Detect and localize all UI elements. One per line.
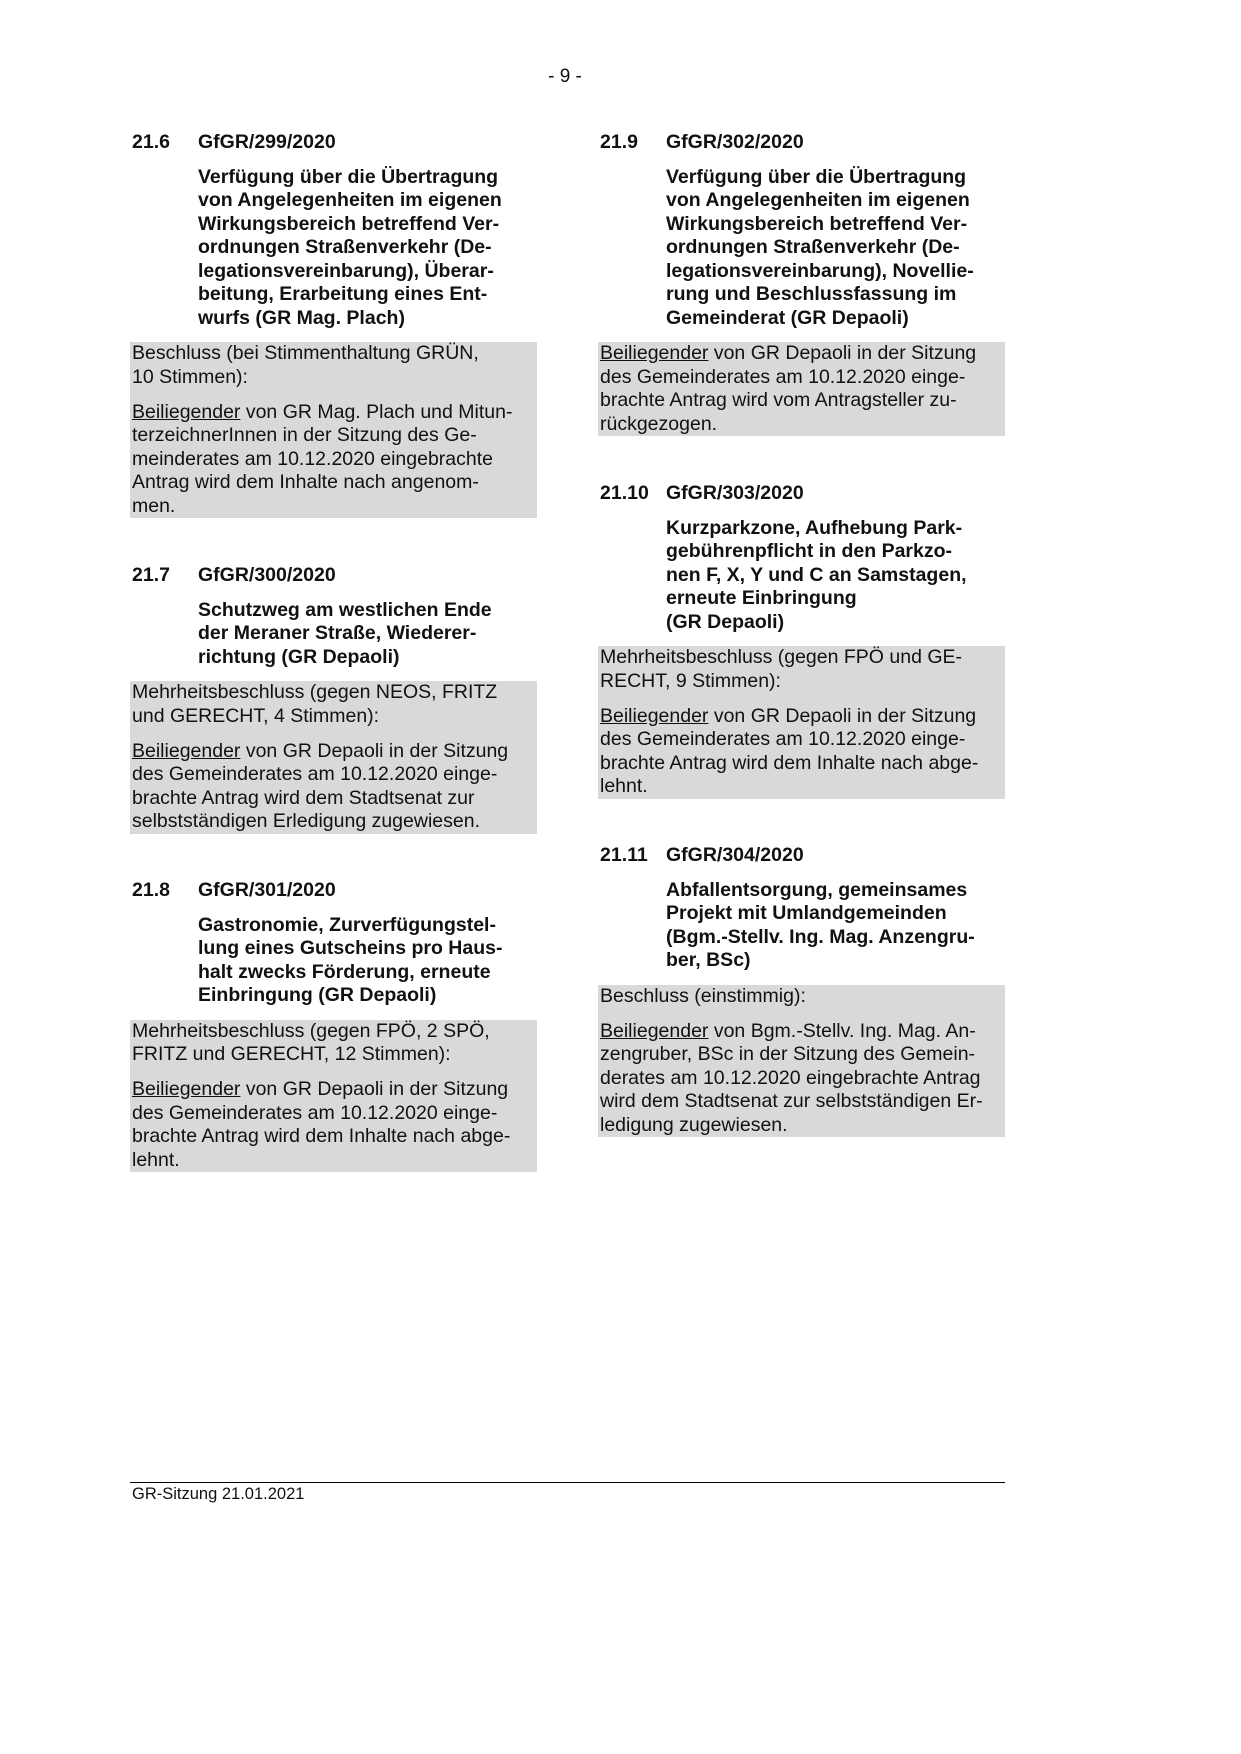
resolution-box xyxy=(598,342,1005,436)
vote-line: Mehrheitsbeschluss (gegen FPÖ, 2 SPÖ, xyxy=(132,1019,490,1042)
item-reference: GfGR/301/2020 xyxy=(198,879,336,901)
body-line: meinderates am 10.12.2020 eingebrachte xyxy=(132,447,493,470)
body-line: brachte Antrag wird dem Stadtsenat zur xyxy=(132,786,475,809)
footer-divider xyxy=(130,1482,1005,1483)
item-header xyxy=(598,844,1005,868)
body-text: von Bgm.-Stellv. Ing. Mag. An- xyxy=(708,1019,976,1042)
item-number: 21.11 xyxy=(600,844,648,866)
title-line: gebührenpflicht in den Parkzo- xyxy=(666,540,953,562)
resolution-text xyxy=(600,342,1003,436)
resolution-text xyxy=(132,401,535,519)
title-line: legationsvereinbarung), Novellie- xyxy=(666,259,974,282)
title-line: Verfügung über die Übertragung xyxy=(198,165,499,188)
body-line: des Gemeinderates am 10.12.2020 einge- xyxy=(132,1101,498,1124)
resolution-box xyxy=(598,646,1005,799)
vote-result xyxy=(132,1020,535,1067)
item-header xyxy=(130,564,537,588)
item-header xyxy=(130,879,537,903)
body-line: des Gemeinderates am 10.12.2020 einge- xyxy=(600,365,966,388)
title-line: Schutzweg am westlichen Ende xyxy=(198,598,492,621)
underlined-keyword: Beiliegender xyxy=(132,739,241,762)
body-text: von GR Depaoli in der Sitzung xyxy=(708,704,977,727)
body-line: brachte Antrag wird dem Inhalte nach abge- xyxy=(132,1125,511,1147)
item-number: 21.7 xyxy=(132,564,170,586)
title-line: (Bgm.-Stellv. Ing. Mag. Anzengru- xyxy=(666,925,975,948)
item-reference: GfGR/302/2020 xyxy=(666,131,804,153)
agenda-item xyxy=(598,844,1005,1137)
title-line: rung und Beschlussfassung im xyxy=(666,283,957,305)
body-line: rückgezogen. xyxy=(600,412,718,435)
item-reference: GfGR/304/2020 xyxy=(666,844,804,866)
resolution-box xyxy=(130,1020,537,1173)
resolution-text xyxy=(600,1020,1003,1138)
title-line: Abfallentsorgung, gemeinsames xyxy=(666,878,968,901)
item-title xyxy=(198,166,537,331)
body-line: ledigung zugewiesen. xyxy=(600,1113,788,1136)
body-line xyxy=(600,1020,1003,1044)
vote-result xyxy=(600,985,1003,1009)
item-reference: GfGR/300/2020 xyxy=(198,564,336,586)
vote-line: Mehrheitsbeschluss (gegen FPÖ und GE- xyxy=(600,646,963,668)
vote-line: Mehrheitsbeschluss (gegen NEOS, FRITZ xyxy=(132,681,498,703)
agenda-item xyxy=(598,482,1005,799)
underlined-keyword: Beiliegender xyxy=(600,704,709,727)
agenda-item xyxy=(598,131,1005,436)
title-line: Gemeinderat (GR Depaoli) xyxy=(666,306,909,329)
item-number: 21.8 xyxy=(132,879,170,901)
vote-line: Beschluss (bei Stimmenthaltung GRÜN, xyxy=(132,342,479,364)
body-line: zengruber, BSc in der Sitzung des Gemein- xyxy=(600,1043,976,1065)
item-title xyxy=(666,166,1005,331)
body-line: lehnt. xyxy=(132,1148,180,1171)
title-line: Wirkungsbereich betreffend Ver- xyxy=(198,212,500,235)
body-text: von GR Mag. Plach und Mitun- xyxy=(240,400,513,423)
underlined-keyword: Beiliegender xyxy=(600,1019,709,1042)
body-line: wird dem Stadtsenat zur selbstständigen Er- xyxy=(600,1090,983,1112)
body-line: brachte Antrag wird vom Antragsteller zu- xyxy=(600,389,957,411)
title-line: ordnungen Straßenverkehr (De- xyxy=(666,236,960,258)
body-line xyxy=(132,740,535,764)
vote-line: und GERECHT, 4 Stimmen): xyxy=(132,704,380,727)
body-text: von GR Depaoli in der Sitzung xyxy=(240,739,509,762)
resolution-text xyxy=(600,705,1003,799)
item-title xyxy=(198,599,537,670)
title-line: Projekt mit Umlandgemeinden xyxy=(666,902,947,924)
body-line: brachte Antrag wird dem Inhalte nach abge- xyxy=(600,751,979,774)
body-line: des Gemeinderates am 10.12.2020 einge- xyxy=(132,763,498,785)
title-line: Kurzparkzone, Aufhebung Park- xyxy=(666,516,963,539)
item-title xyxy=(666,517,1005,635)
resolution-text xyxy=(132,740,535,834)
title-line: ber, BSc) xyxy=(666,949,751,971)
title-line: (GR Depaoli) xyxy=(666,610,785,633)
title-line: richtung (GR Depaoli) xyxy=(198,645,400,668)
item-title xyxy=(666,879,1005,973)
vote-line: RECHT, 9 Stimmen): xyxy=(600,669,781,692)
vote-result xyxy=(600,646,1003,693)
item-number: 21.9 xyxy=(600,131,638,153)
title-line: Wirkungsbereich betreffend Ver- xyxy=(666,212,968,235)
resolution-box xyxy=(130,342,537,518)
item-title xyxy=(198,914,537,1008)
resolution-box xyxy=(130,681,537,834)
item-reference: GfGR/303/2020 xyxy=(666,482,804,504)
body-line xyxy=(600,342,1003,366)
title-line: Verfügung über die Übertragung xyxy=(666,165,967,188)
body-line: derates am 10.12.2020 eingebrachte Antrag xyxy=(600,1066,981,1089)
body-line: lehnt. xyxy=(600,775,648,797)
vote-line: FRITZ und GERECHT, 12 Stimmen): xyxy=(132,1043,451,1065)
title-line: beitung, Erarbeitung eines Ent- xyxy=(198,283,488,305)
body-line xyxy=(600,705,1003,729)
underlined-keyword: Beiliegender xyxy=(132,400,241,423)
body-line xyxy=(132,401,535,425)
item-header xyxy=(598,131,1005,155)
body-line xyxy=(132,1078,535,1102)
title-line: der Meraner Straße, Wiederer- xyxy=(198,622,477,644)
footer-text: GR-Sitzung 21.01.2021 xyxy=(132,1485,305,1503)
title-line: Gastronomie, Zurverfügungstel- xyxy=(198,913,496,936)
vote-result xyxy=(132,681,535,728)
body-line: Antrag wird dem Inhalte nach angenom- xyxy=(132,471,479,493)
title-line: halt zwecks Förderung, erneute xyxy=(198,960,491,983)
title-line: von Angelegenheiten im eigenen xyxy=(666,189,970,211)
body-line: des Gemeinderates am 10.12.2020 einge- xyxy=(600,728,966,750)
body-line: terzeichnerInnen in der Sitzung des Ge- xyxy=(132,424,477,446)
agenda-item xyxy=(130,879,537,1172)
resolution-box xyxy=(598,985,1005,1138)
title-line: Einbringung (GR Depaoli) xyxy=(198,984,437,1006)
body-line: selbstständigen Erledigung zugewiesen. xyxy=(132,810,480,832)
item-number: 21.6 xyxy=(132,131,170,153)
item-header xyxy=(598,482,1005,506)
title-line: wurfs (GR Mag. Plach) xyxy=(198,306,405,329)
body-text: von GR Depaoli in der Sitzung xyxy=(708,342,977,364)
agenda-item xyxy=(130,131,537,518)
item-header xyxy=(130,131,537,155)
item-reference: GfGR/299/2020 xyxy=(198,131,336,153)
underlined-keyword: Beiliegender xyxy=(132,1078,241,1100)
agenda-item xyxy=(130,564,537,834)
title-line: legationsvereinbarung), Überar- xyxy=(198,259,494,282)
title-line: erneute Einbringung xyxy=(666,587,857,609)
title-line: ordnungen Straßenverkehr (De- xyxy=(198,236,492,258)
item-number: 21.10 xyxy=(600,482,649,504)
vote-line: Beschluss (einstimmig): xyxy=(600,984,806,1007)
resolution-text xyxy=(132,1078,535,1172)
title-line: von Angelegenheiten im eigenen xyxy=(198,189,502,211)
page-number: - 9 - xyxy=(548,66,582,87)
vote-result xyxy=(132,342,535,389)
title-line: lung eines Gutscheins pro Haus- xyxy=(198,937,503,959)
underlined-keyword: Beiliegender xyxy=(600,342,709,364)
vote-line: 10 Stimmen): xyxy=(132,365,248,388)
body-line: men. xyxy=(132,494,176,517)
body-text: von GR Depaoli in der Sitzung xyxy=(240,1078,509,1100)
title-line: nen F, X, Y und C an Samstagen, xyxy=(666,563,967,586)
